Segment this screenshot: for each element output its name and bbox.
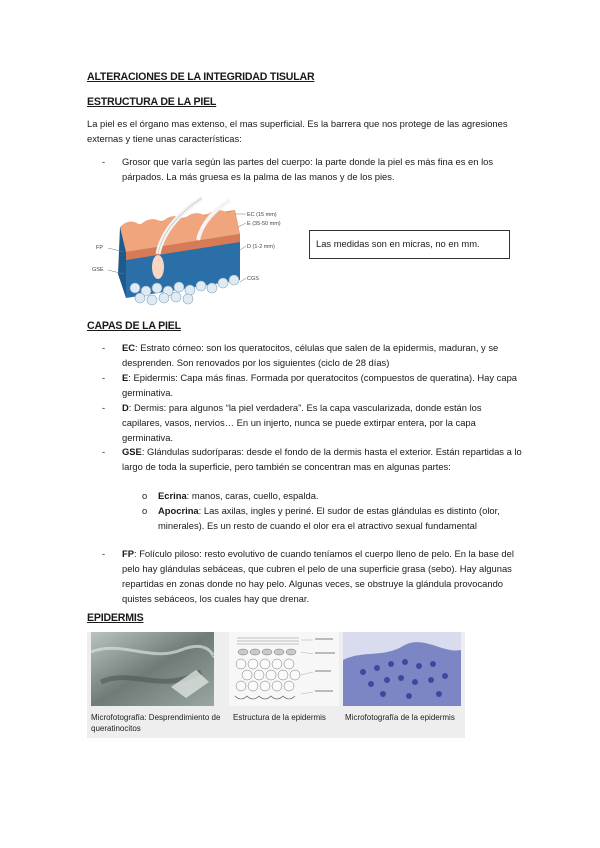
list-item-gse — [102, 444, 522, 474]
document-title: ALTERACIONES DE LA INTEGRIDAD TISULAR — [87, 71, 315, 83]
caption-2: Estructura de la epidermis — [233, 713, 326, 722]
diagram-epidermis-structure — [229, 632, 339, 706]
term-e: E — [122, 372, 129, 383]
bullet-dash: - — [102, 342, 106, 353]
term-gse: GSE — [122, 446, 142, 457]
caption-1: Microfotografía: Desprendimiento de queratinocitos — [91, 713, 221, 733]
label-d: D (1-2 mm) — [247, 244, 275, 250]
section-heading-estructura: ESTRUCTURA DE LA PIEL — [87, 96, 217, 108]
bullet-dash: - — [102, 402, 106, 413]
label-gse: GSE — [92, 267, 104, 273]
sub-item-ecrina — [142, 488, 512, 503]
note-box: Las medidas son en micras, no en mm. — [309, 230, 510, 259]
list-item-fp — [102, 546, 522, 606]
desc-d: : Dermis: para algunos “la piel verdadera”. Es la capa vascularizada, donde están los capilares, vasos, nervios… En un injerto, nunca se puede extirpar entera, por la capa germinativa. — [122, 402, 482, 443]
desc-e: : Epidermis: Capa más finas. Formada por queratocitos (compuestos de queratina). Hay capa germinativa. — [122, 372, 517, 398]
section-heading-capas: CAPAS DE LA PIEL — [87, 320, 181, 332]
label-e: E (35-50 mm) — [247, 221, 281, 227]
bullet-dash: - — [102, 446, 106, 457]
term-d: D — [122, 402, 129, 413]
label-cgs: CGS — [247, 276, 259, 282]
list-item-grosor — [102, 154, 522, 184]
sub-bullet: o — [142, 505, 148, 516]
term-ec: EC — [122, 342, 136, 353]
list-item-d — [102, 400, 522, 445]
desc-apocrina: : Las axilas, ingles y periné. El sudor de estas glándulas es distinto (olor, minerales). Es un resto de cuando el olor era el atractivo sexual fundamental — [158, 505, 500, 531]
micrograph-queratinocitos — [91, 632, 214, 706]
micrograph-epidermis — [343, 632, 461, 706]
desc-ec: : Estrato córneo: son los queratocitos, células que salen de la epidermis, maduran, y se desprenden. Son renovados por los siguientes (ciclo de 28 días) — [122, 342, 499, 368]
list-item-text: Grosor que varía según las partes del cuerpo: la parte donde la piel es más fina es en los párpados. La más gruesa es la palma de las manos y de los pies. — [122, 156, 494, 182]
section-heading-epidermis: EPIDERMIS — [87, 612, 144, 624]
term-ecrina: Ecrina — [158, 490, 187, 501]
label-fp: FP — [96, 245, 104, 251]
bullet-dash: - — [102, 548, 106, 559]
sub-item-apocrina — [142, 503, 512, 533]
bullet-dash: - — [102, 372, 106, 383]
list-item-ec — [102, 340, 522, 370]
sub-bullet: o — [142, 490, 148, 501]
skin-block — [118, 198, 240, 305]
skin-structure-diagram — [90, 192, 290, 306]
term-apocrina: Apocrina — [158, 505, 199, 516]
intro-paragraph: La piel es el órgano mas extenso, el mas superficial. Es la barrera que nos protege de las agresiones externas y tiene unas características: — [87, 118, 508, 144]
epidermis-figures — [87, 632, 465, 738]
list-item-e — [102, 370, 522, 400]
term-fp: FP — [122, 548, 134, 559]
desc-gse: : Glándulas sudoríparas: desde el fondo de la dermis hasta el exterior. Están repartidas a lo largo de toda la superficie, pero también se concentran mas en algunas partes: — [122, 446, 522, 472]
label-ec: EC (15 mm) — [247, 212, 277, 218]
desc-ecrina: : manos, caras, cuello, espalda. — [186, 490, 319, 501]
caption-3: Microfotografía de la epidermis — [345, 713, 455, 722]
bullet-dash: - — [102, 156, 106, 167]
desc-fp: : Folículo piloso: resto evolutivo de cuando teníamos el cuerpo lleno de pelo. En la base del pelo hay glándulas sebáceas, que cubren el pelo de una superficie grasa (sebo). Hay algunas repartidas en zonas donde no hay pelo. Algunas veces, se obstruye la glándula provocando quistes sebáceos, los cuales hay que drenar. — [122, 548, 514, 604]
